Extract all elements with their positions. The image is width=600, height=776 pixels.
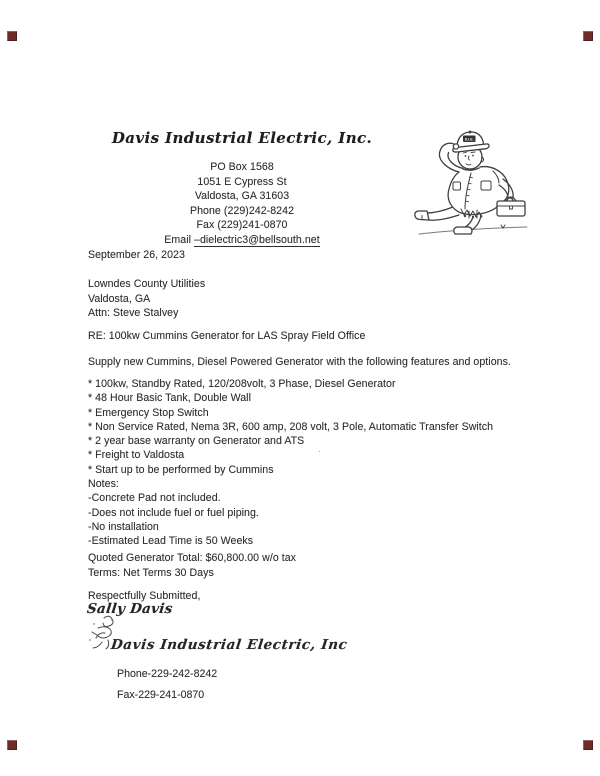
corner-mark-top-right [583,31,593,41]
company-name: Davis Industrial Electric, Inc. [111,129,373,147]
footer-fax: Fax-229-241-0870 [117,689,205,701]
intro-line: Supply new Cummins, Diesel Powered Generator with the following features and options. [88,356,511,368]
recipient-line: Lowndes County Utilities [88,278,206,290]
fax-line: Fax (229)241-0870 [196,219,288,232]
mascot-hat-label: D.I.E. [464,137,474,142]
phone-line: Phone (229)242-8242 [189,204,295,217]
footer-company-script: Davis Industrial Electric, Inc [110,637,349,653]
email-label: Email [164,233,192,246]
feature-item: * 2 year base warranty on Generator and ATS [88,435,305,448]
note-item: -Concrete Pad not included. [88,492,221,505]
feature-item: * Start up to be performed by Cummins [88,463,274,476]
notes-label: Notes: [88,478,119,491]
feature-item: * 48 Hour Basic Tank, Double Wall [88,392,251,405]
note-item: -Does not include fuel or fuel piping. [88,506,259,519]
terms-line: Terms: Net Terms 30 Days [88,566,214,579]
recipient-line: Valdosta, GA [88,292,151,305]
signature-name: Sally Davis [86,601,174,617]
feature-item: * Non Service Rated, Nema 3R, 600 amp, 208 volt, 3 Pole, Automatic Transfer Switch [88,420,494,433]
corner-mark-bottom-right [583,740,593,750]
footer-phone: Phone-229-242-8242 [117,668,218,680]
letterhead-address [62,160,422,248]
address-line: 1051 E Cypress St [197,175,287,188]
closing-line: Respectfully Submitted, [88,590,201,602]
quote-block [88,551,296,580]
scan-speck: · [318,446,321,456]
feature-item: * Freight to Valdosta [88,449,185,462]
electrician-mascot-illustration [413,127,533,239]
recipient-block [88,277,205,321]
letter-date: September 26, 2023 [88,249,185,261]
note-item: -No installation [88,520,159,533]
quote-total-line: Quoted Generator Total: $60,800.00 w/o tax [88,552,297,564]
feature-item: * Emergency Stop Switch [88,406,209,419]
note-item: -Estimated Lead Time is 50 Weeks [88,535,254,548]
email-line [62,233,422,248]
recipient-line: Attn: Steve Stalvey [88,307,179,320]
corner-mark-bottom-left [7,740,17,750]
corner-mark-top-left [7,31,17,41]
feature-item: * 100kw, Standby Rated, 120/208volt, 3 Phase, Diesel Generator [88,378,396,390]
address-line: Valdosta, GA 31603 [194,190,290,203]
address-line: PO Box 1568 [210,161,274,173]
features-and-notes-list [88,377,493,549]
email-link[interactable]: –dielectric3@bellsouth.net [194,233,320,246]
subject-line: RE: 100kw Cummins Generator for LAS Spray Field Office [88,330,366,342]
